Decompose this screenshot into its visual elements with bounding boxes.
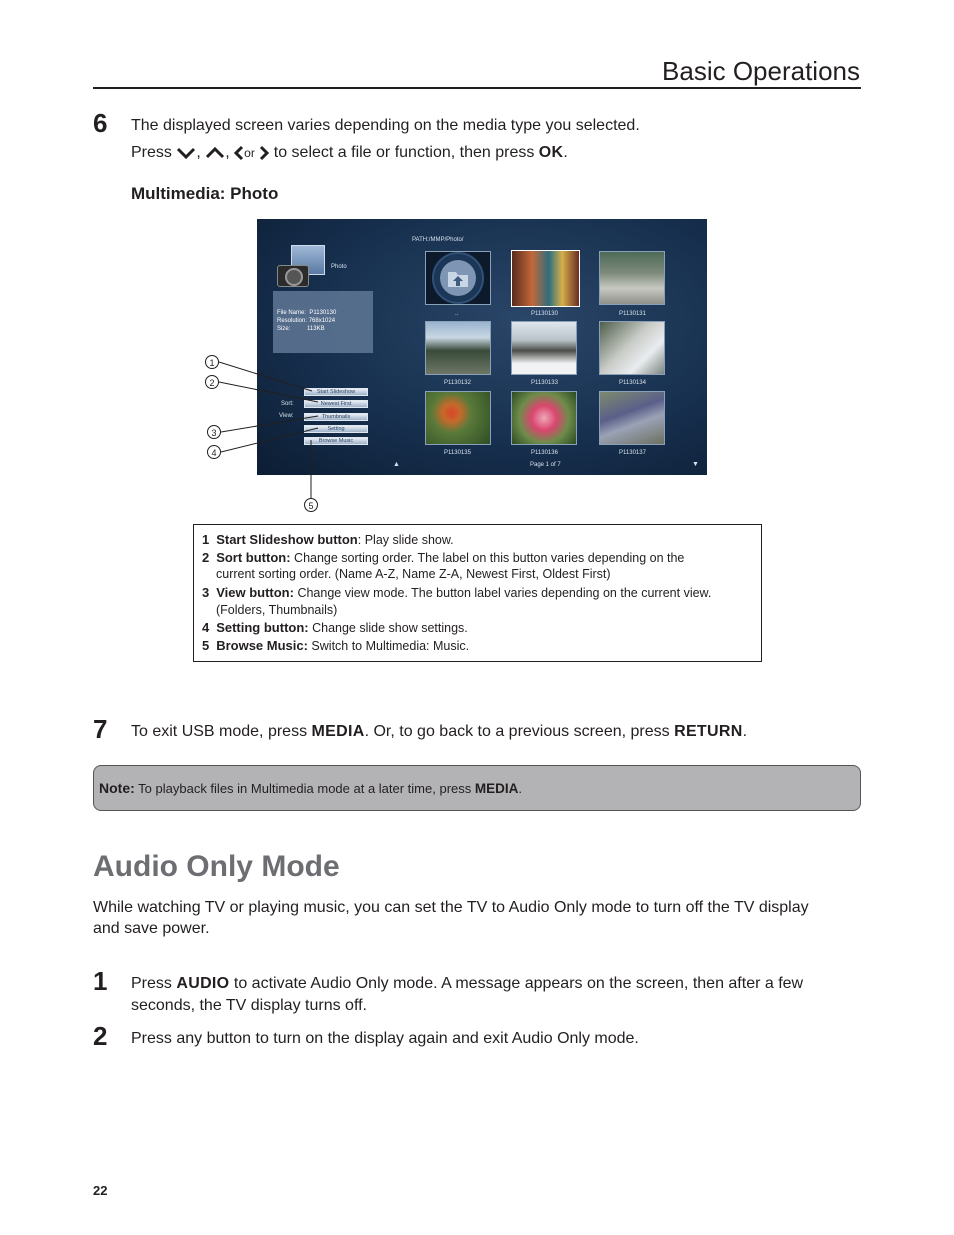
thumbnail-label: P1130135 (444, 450, 471, 456)
view-label: View: (279, 413, 294, 419)
legend-num: 2 (202, 550, 210, 565)
legend-term: Setting button: (216, 620, 309, 635)
step6-line1: The displayed screen varies depending on the media type you selected. (131, 117, 640, 134)
step-number-2: 2 (93, 1021, 108, 1051)
thumbnail-label: .. (455, 311, 459, 317)
audio-key: AUDIO (176, 975, 230, 992)
callout-leader-lines (0, 0, 954, 520)
audio-step2: Press any button to turn on the display again and exit Audio Only mode. (131, 1030, 639, 1047)
legend-desc: Change slide show settings. (312, 621, 468, 635)
legend-item-5 (202, 637, 469, 656)
legend-num: 3 (202, 585, 210, 600)
note-content (99, 780, 522, 796)
step-number-7: 7 (93, 714, 108, 744)
step-number-6: 6 (93, 108, 108, 138)
page-up-arrow-icon[interactable]: ▲ (393, 461, 400, 468)
note-label: Note: (99, 780, 135, 796)
start-slideshow-button[interactable]: Start Slideshow (304, 388, 368, 396)
callout-3: 3 (207, 425, 221, 439)
note-end: . (518, 781, 523, 796)
step7-text (131, 721, 747, 743)
legend-item-4 (202, 619, 468, 638)
legend-term: Browse Music: (216, 638, 308, 653)
setting-button[interactable]: Setting (304, 425, 368, 433)
audio-intro-line1: While watching TV or playing music, you can set the TV to Audio Only mode to turn off the TV display (93, 899, 809, 916)
step1-text1: to activate Audio Only mode. A message appears on the screen, then after a few (233, 975, 804, 992)
comma: , (196, 144, 201, 161)
legend-num: 4 (202, 620, 210, 635)
comma: , (225, 144, 230, 161)
thumbnail-label: P1130136 (531, 450, 558, 456)
page-number: 22 (93, 1183, 108, 1198)
thumbnail-label: P1130137 (619, 450, 646, 456)
thumbnail-label: P1130131 (619, 311, 646, 317)
category-label: Photo (331, 264, 347, 270)
legend-item-3-cont: (Folders, Thumbnails) (216, 603, 338, 617)
audio-intro-line2: and save power. (93, 920, 210, 937)
step7-text1: To exit USB mode, press (131, 723, 308, 740)
sort-button[interactable]: Newest First (304, 400, 368, 408)
period: . (563, 144, 568, 161)
legend-term: Sort button: (216, 550, 291, 565)
legend-term: View button: (216, 585, 294, 600)
legend-num: 1 (202, 532, 210, 547)
resolution-value: 768x1024 (308, 318, 336, 324)
legend-sep: : (357, 533, 362, 547)
legend-desc: Play slide show. (364, 533, 454, 547)
page-down-arrow-icon[interactable]: ▼ (692, 461, 699, 468)
note-text: To playback files in Multimedia mode at a later time, press (138, 781, 472, 796)
path-label: PATH:/MMP/Photo/ (412, 237, 464, 243)
step7-text3: . (742, 723, 748, 740)
page-indicator: Page 1 of 7 (530, 462, 561, 468)
legend-box (193, 524, 762, 662)
legend-item-3 (202, 584, 711, 603)
resolution-label: Resolution: (277, 318, 308, 324)
step-number-1: 1 (93, 966, 108, 996)
legend-item-2 (202, 549, 684, 568)
thumbnail-label: P1130130 (531, 311, 558, 317)
audio-step1-line2: seconds, the TV display turns off. (131, 997, 367, 1014)
note-box (93, 765, 861, 811)
legend-item-2-cont: current sorting order. (Name A-Z, Name Z-A, Newest First, Oldest First) (216, 567, 611, 581)
callout-5: 5 (304, 498, 318, 512)
browse-music-button[interactable]: Browse Music (304, 437, 368, 445)
size-value: 113KB (307, 326, 325, 332)
sort-label: Sort: (281, 401, 294, 407)
thumbnail-label: P1130133 (531, 380, 558, 386)
step1-press: Press (131, 975, 172, 992)
legend-desc: Switch to Multimedia: Music. (311, 639, 470, 653)
file-name-label: File Name: (277, 310, 307, 316)
thumbnail-label: P1130134 (619, 380, 646, 386)
return-key: RETURN (674, 723, 743, 740)
legend-num: 5 (202, 638, 210, 653)
step6-press: Press (131, 144, 172, 161)
legend-item-1 (202, 531, 454, 550)
callout-2: 2 (205, 375, 219, 389)
step6-line2-rest: to select a file or function, then press (273, 144, 535, 161)
legend-term: Start Slideshow button (216, 532, 358, 547)
page-section-title: Basic Operations (662, 56, 860, 86)
thumbnail-label: P1130132 (444, 380, 471, 386)
legend-desc: Change sorting order. The label on this button varies depending on the (294, 551, 685, 565)
view-button[interactable]: Thumbnails (304, 413, 368, 421)
callout-4: 4 (207, 445, 221, 459)
audio-step1-line1 (131, 973, 803, 995)
note-media-key: MEDIA (474, 781, 519, 796)
size-label: Size: (277, 326, 291, 332)
ok-key: OK (538, 144, 564, 161)
media-key: MEDIA (311, 723, 365, 740)
file-name-value: P1130130 (309, 310, 337, 316)
step7-text2: . Or, to go back to a previous screen, press (364, 723, 670, 740)
legend-desc: Change view mode. The button label varies depending on the current view. (297, 586, 712, 600)
section-heading: Audio Only Mode (93, 850, 340, 883)
or-text: or (244, 146, 255, 160)
callout-1: 1 (205, 355, 219, 369)
section-subtitle: Multimedia: Photo (131, 184, 279, 203)
